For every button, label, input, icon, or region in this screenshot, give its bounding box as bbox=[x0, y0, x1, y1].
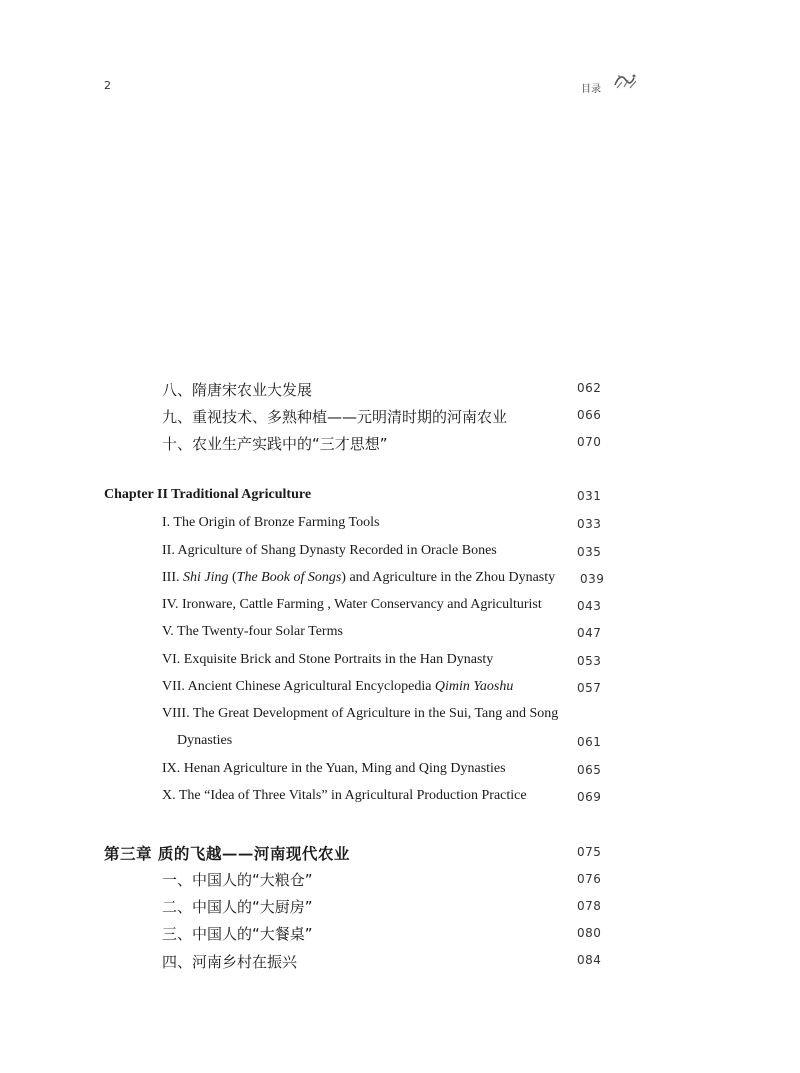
toc-page-number: 057 bbox=[577, 681, 602, 695]
toc-item[interactable]: II. Agriculture of Shang Dynasty Recorded in Oracle Bones bbox=[162, 543, 497, 558]
toc-item-italic-title: The Book of Songs bbox=[236, 570, 342, 585]
running-header-title: 目录 bbox=[581, 84, 601, 95]
decorative-seal-icon bbox=[612, 71, 640, 91]
toc-page-number: 078 bbox=[577, 899, 602, 913]
toc-item[interactable]: VI. Exquisite Brick and Stone Portraits in the Han Dynasty bbox=[162, 652, 494, 667]
toc-page-number: 065 bbox=[577, 763, 602, 777]
chapter-heading[interactable]: Chapter II Traditional Agriculture bbox=[104, 487, 312, 502]
toc-page-number: 070 bbox=[577, 435, 602, 449]
toc-item-text: VII. Ancient Chinese Agricultural Encyclopedia bbox=[162, 679, 435, 694]
toc-item[interactable]: 九、重视技术、多熟种植——元明清时期的河南农业 bbox=[162, 408, 508, 426]
toc-item[interactable] bbox=[162, 679, 513, 695]
toc-page-number: 039 bbox=[580, 572, 605, 586]
toc-item[interactable]: I. The Origin of Bronze Farming Tools bbox=[162, 515, 380, 530]
toc-page-number: 031 bbox=[577, 489, 602, 503]
toc-item-text: ( bbox=[228, 570, 237, 585]
toc-item[interactable]: IV. Ironware, Cattle Farming , Water Conservancy and Agriculturist bbox=[162, 597, 542, 612]
toc-page-number: 075 bbox=[577, 845, 602, 859]
toc-item[interactable]: 十、农业生产实践中的“三才思想” bbox=[162, 435, 388, 453]
toc-item[interactable]: 一、中国人的“大粮仓” bbox=[162, 871, 313, 889]
toc-item[interactable] bbox=[162, 570, 555, 586]
toc-item-text: ) and Agriculture in the Zhou Dynasty bbox=[341, 570, 556, 585]
toc-item[interactable]: 四、河南乡村在振兴 bbox=[162, 953, 298, 971]
toc-page-number: 069 bbox=[577, 790, 602, 804]
toc-page-number: 076 bbox=[577, 872, 602, 886]
toc-page-number: 066 bbox=[577, 408, 602, 422]
toc-page-number: 043 bbox=[577, 599, 602, 613]
toc-page-number: 053 bbox=[577, 654, 602, 668]
toc-item-italic-title: Shi Jing bbox=[183, 570, 229, 585]
toc-item[interactable]: X. The “Idea of Three Vitals” in Agricultural Production Practice bbox=[162, 788, 527, 803]
toc-item-italic-title: Qimin Yaoshu bbox=[434, 679, 514, 694]
chapter-heading[interactable]: 第三章 质的飞越——河南现代农业 bbox=[104, 844, 350, 863]
toc-page-number: 084 bbox=[577, 953, 602, 967]
toc-item[interactable]: IX. Henan Agriculture in the Yuan, Ming and Qing Dynasties bbox=[162, 761, 506, 776]
toc-item[interactable]: V. The Twenty-four Solar Terms bbox=[162, 624, 343, 639]
toc-page-number: 061 bbox=[577, 735, 602, 749]
toc-item[interactable]: 八、隋唐宋农业大发展 bbox=[162, 381, 313, 399]
toc-page-number: 035 bbox=[577, 545, 602, 559]
toc-page-number: 047 bbox=[577, 626, 602, 640]
toc-item[interactable]: 三、中国人的“大餐桌” bbox=[162, 925, 313, 943]
toc-item-text: III. bbox=[162, 570, 183, 585]
toc-page-number: 080 bbox=[577, 926, 602, 940]
toc-item[interactable]: 二、中国人的“大厨房” bbox=[162, 898, 313, 916]
toc-item-continuation[interactable]: Dynasties bbox=[177, 733, 233, 748]
page-number: 2 bbox=[104, 79, 111, 92]
toc-page-number: 033 bbox=[577, 517, 602, 531]
toc-page-number: 062 bbox=[577, 381, 602, 395]
toc-item[interactable]: VIII. The Great Development of Agriculture in the Sui, Tang and Song bbox=[162, 706, 559, 721]
